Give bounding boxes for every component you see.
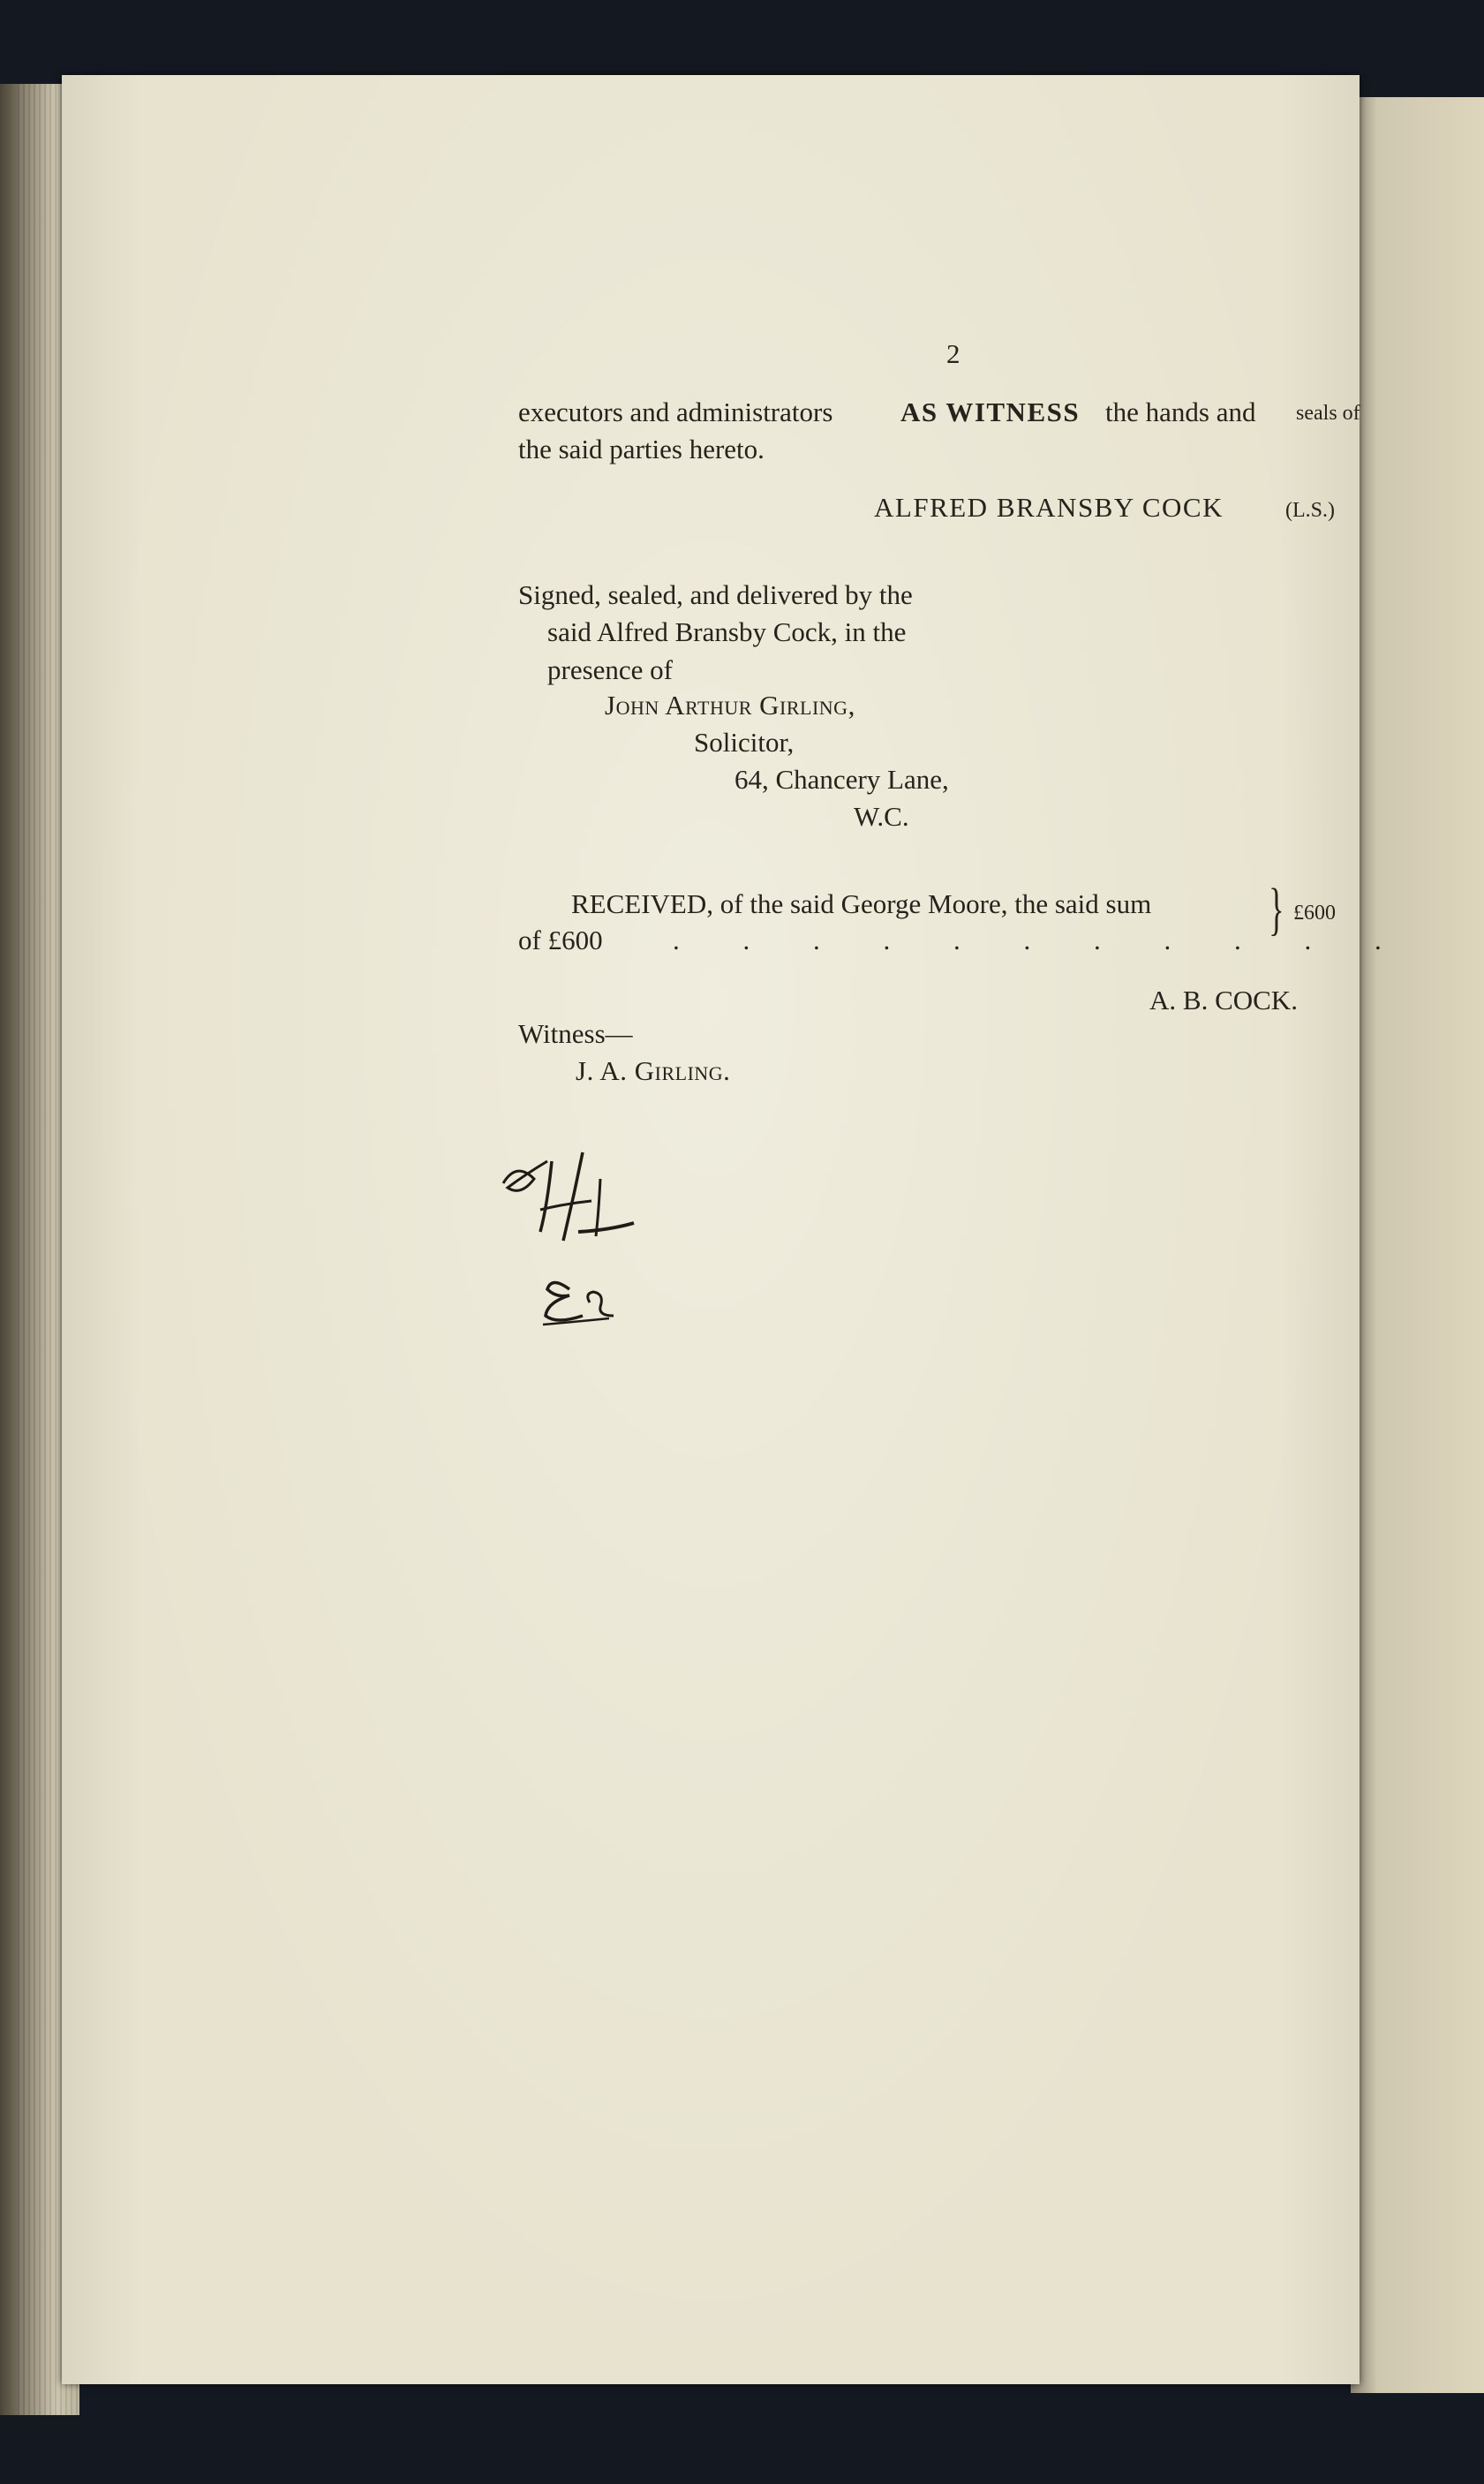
witness-initials-name: J. A. Girling. [576, 1055, 731, 1086]
receipt-brace: } [1269, 877, 1284, 941]
page-number: 2 [946, 338, 960, 369]
witness-full-name: John Arthur Girling, [605, 690, 855, 721]
receipt-signature: A. B. COCK. [1149, 985, 1298, 1015]
seals-phrase: seals of [1296, 402, 1360, 425]
document-page [62, 75, 1410, 2384]
receipt-line-1: RECEIVED, of the said George Moore, the said sum [571, 888, 1152, 919]
receipt-line-2: of £600 [518, 925, 603, 955]
signatory-name: ALFRED BRANSBY COCK [874, 492, 1224, 523]
address-line-1: 64, Chancery Lane, [734, 764, 949, 795]
handwritten-initials-mark [486, 1126, 697, 1382]
attestation-line-2: said Alfred Bransby Cock, in the [547, 616, 907, 647]
as-witness-phrase: AS WITNESS [900, 396, 1081, 427]
facing-page-edge [1351, 97, 1484, 2393]
attestation-line-3: presence of [547, 654, 673, 685]
witness-title: Solicitor, [694, 727, 795, 758]
witness-label: Witness— [518, 1018, 633, 1049]
receipt-dot-leader: . . . . . . . . . . . [673, 925, 1410, 955]
hands-phrase: the hands and [1105, 396, 1256, 427]
parties-line: the said parties hereto. [518, 434, 765, 464]
address-line-2: W.C. [854, 801, 909, 832]
attestation-line-1: Signed, sealed, and delivered by the [518, 579, 913, 610]
seal-marker: (L.S.) [1285, 499, 1335, 522]
receipt-amount: £600 [1293, 902, 1336, 925]
executors-line: executors and administrators [518, 396, 833, 427]
